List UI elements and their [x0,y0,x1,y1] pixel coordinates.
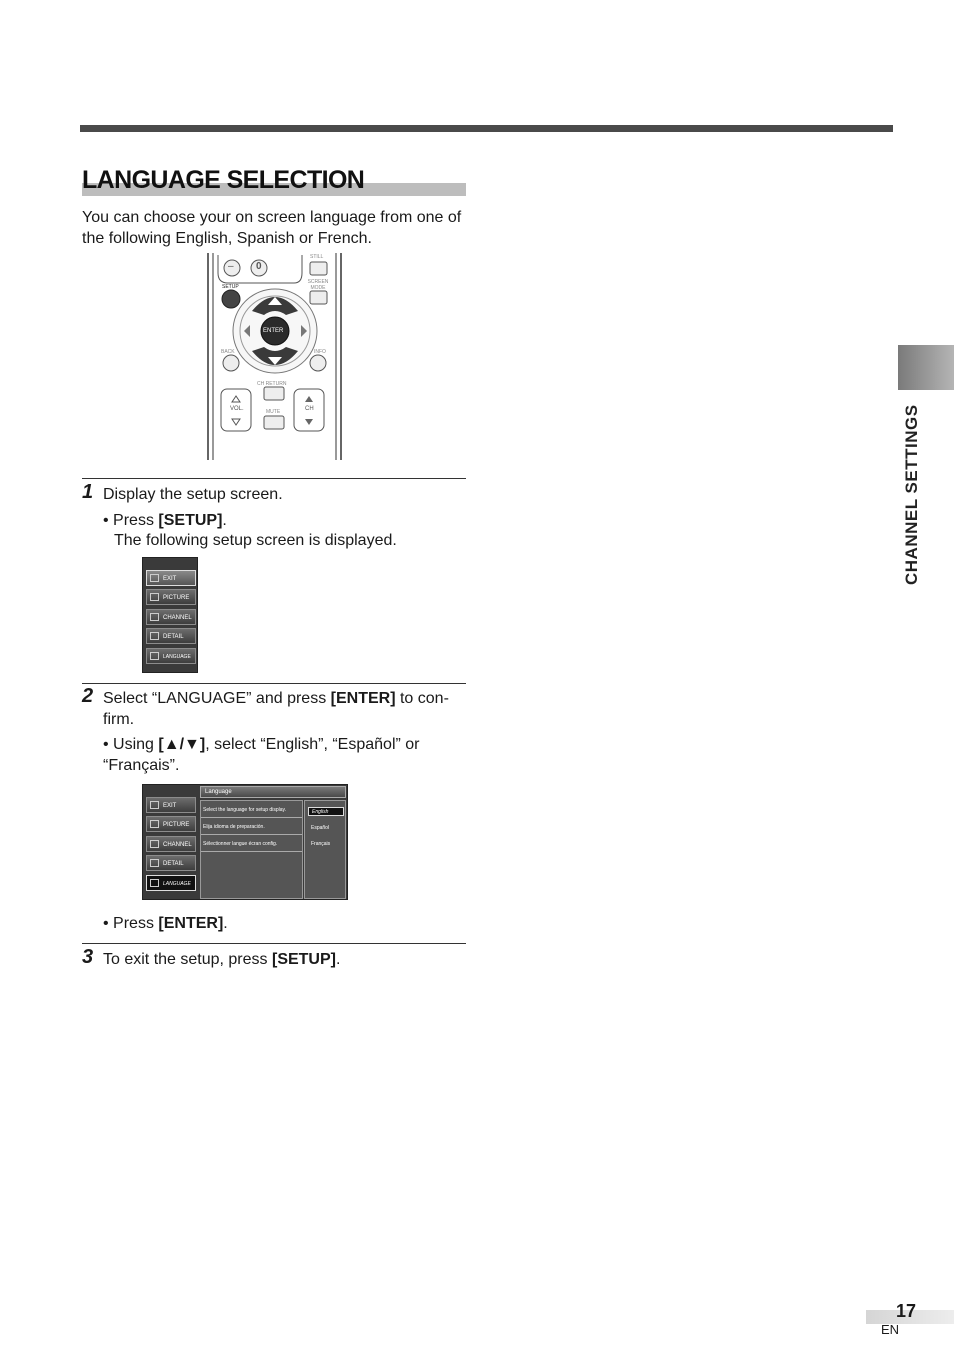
menu-item-language: LANGUAGE [146,648,196,664]
step3-text-post: . [335,951,341,968]
step2-bullet-key: [▲/▼] [158,736,206,753]
step2-press [103,913,228,934]
menu-item-exit: EXIT [146,570,196,586]
step2-bullet [103,734,443,776]
remote-info-label: INFO [314,349,326,355]
channel-icon [150,840,159,848]
step1-bullet-key: [SETUP] [158,512,223,529]
page-number: 17 [896,1301,917,1321]
language-row: Select the language for setup display. [201,802,302,818]
step2-rule [82,683,466,684]
remote-ch-return-label: CH RETURN [257,381,287,387]
lang-menu-item-exit: EXIT [146,797,196,813]
section-title: LANGUAGE SELECTION [82,166,365,194]
remote-illustration [206,253,343,460]
remote-ch-label: CH [305,406,314,412]
step1-bullet-pre: • Press [103,512,159,529]
language-row: Sélectionner langue écran config. [201,836,302,852]
side-tab-text: CHANNEL SETTINGS [902,404,921,585]
channel-icon [150,613,159,621]
step2-number: 2 [82,685,94,707]
step3-text [103,949,340,970]
remote-enter-label: ENTER [263,328,284,334]
remote-setup-label: SETUP [222,284,239,290]
remote-back-label: BACK [221,349,235,355]
remote-mute-label: MUTE [266,409,281,415]
language-menu-screen [142,784,348,900]
step2-text-key: [ENTER] [330,690,396,707]
remote-screen-mode-label: SCREEN MODE [307,279,329,291]
picture-icon [150,593,159,601]
header-rule [80,125,893,132]
step3-rule [82,943,466,944]
picture-icon [150,820,159,828]
intro-text: You can choose your on screen language from one of the following English, Spanish or French. [82,209,462,247]
exit-icon [150,574,159,582]
step2-press-post: . [223,915,228,932]
language-option: Español [311,825,330,831]
remote-minus-label: – [228,261,234,272]
step2-press-pre: • Press [103,915,159,932]
remote-still-label: STILL [310,254,324,260]
lang-menu-item-language: LANGUAGE [146,875,196,891]
language-icon [150,879,159,887]
step1-bullet [103,510,227,531]
language-header: Language [205,789,232,795]
language-row: Elija idioma de preparación. [201,819,302,835]
step2-text [103,688,468,730]
remote-zero-label: 0 [256,261,262,272]
step2-bullet-post: , select “English”, “Español” or “Français”. [103,736,420,774]
step3-text-key: [SETUP] [271,951,336,968]
page-language: EN [881,1322,900,1337]
side-tab-label [902,395,936,585]
remote-vol-label: VOL. [230,406,244,412]
step2-text-pre: Select “LANGUAGE” and press [103,690,331,707]
language-rows-panel [200,800,303,899]
language-option: Français [311,841,331,847]
step1-sub: The following setup screen is displayed. [114,532,397,549]
lang-menu-item-picture: PICTURE [146,816,196,832]
side-tab-marker [898,345,954,390]
step3-number: 3 [82,946,94,968]
language-options-panel [304,800,346,899]
step1-number: 1 [82,481,94,503]
step2-text-post: to con-firm. [103,690,449,728]
setup-menu-screen [142,557,198,673]
step1-bullet-post: . [222,512,227,529]
menu-item-channel: CHANNEL [146,609,196,625]
step2-bullet-pre: • Using [103,736,159,753]
lang-menu-item-detail: DETAIL [146,855,196,871]
lang-menu-item-channel: CHANNEL [146,836,196,852]
detail-icon [150,632,159,640]
step2-press-key: [ENTER] [158,915,224,932]
detail-icon [150,859,159,867]
language-icon [150,652,159,660]
menu-item-detail: DETAIL [146,628,196,644]
language-header-bar [200,786,346,798]
step1-text: Display the setup screen. [103,486,283,503]
step1-rule [82,478,466,479]
step3-text-pre: To exit the setup, press [103,951,272,968]
menu-item-picture: PICTURE [146,589,196,605]
language-option-selected: English [308,807,344,816]
exit-icon [150,801,159,809]
